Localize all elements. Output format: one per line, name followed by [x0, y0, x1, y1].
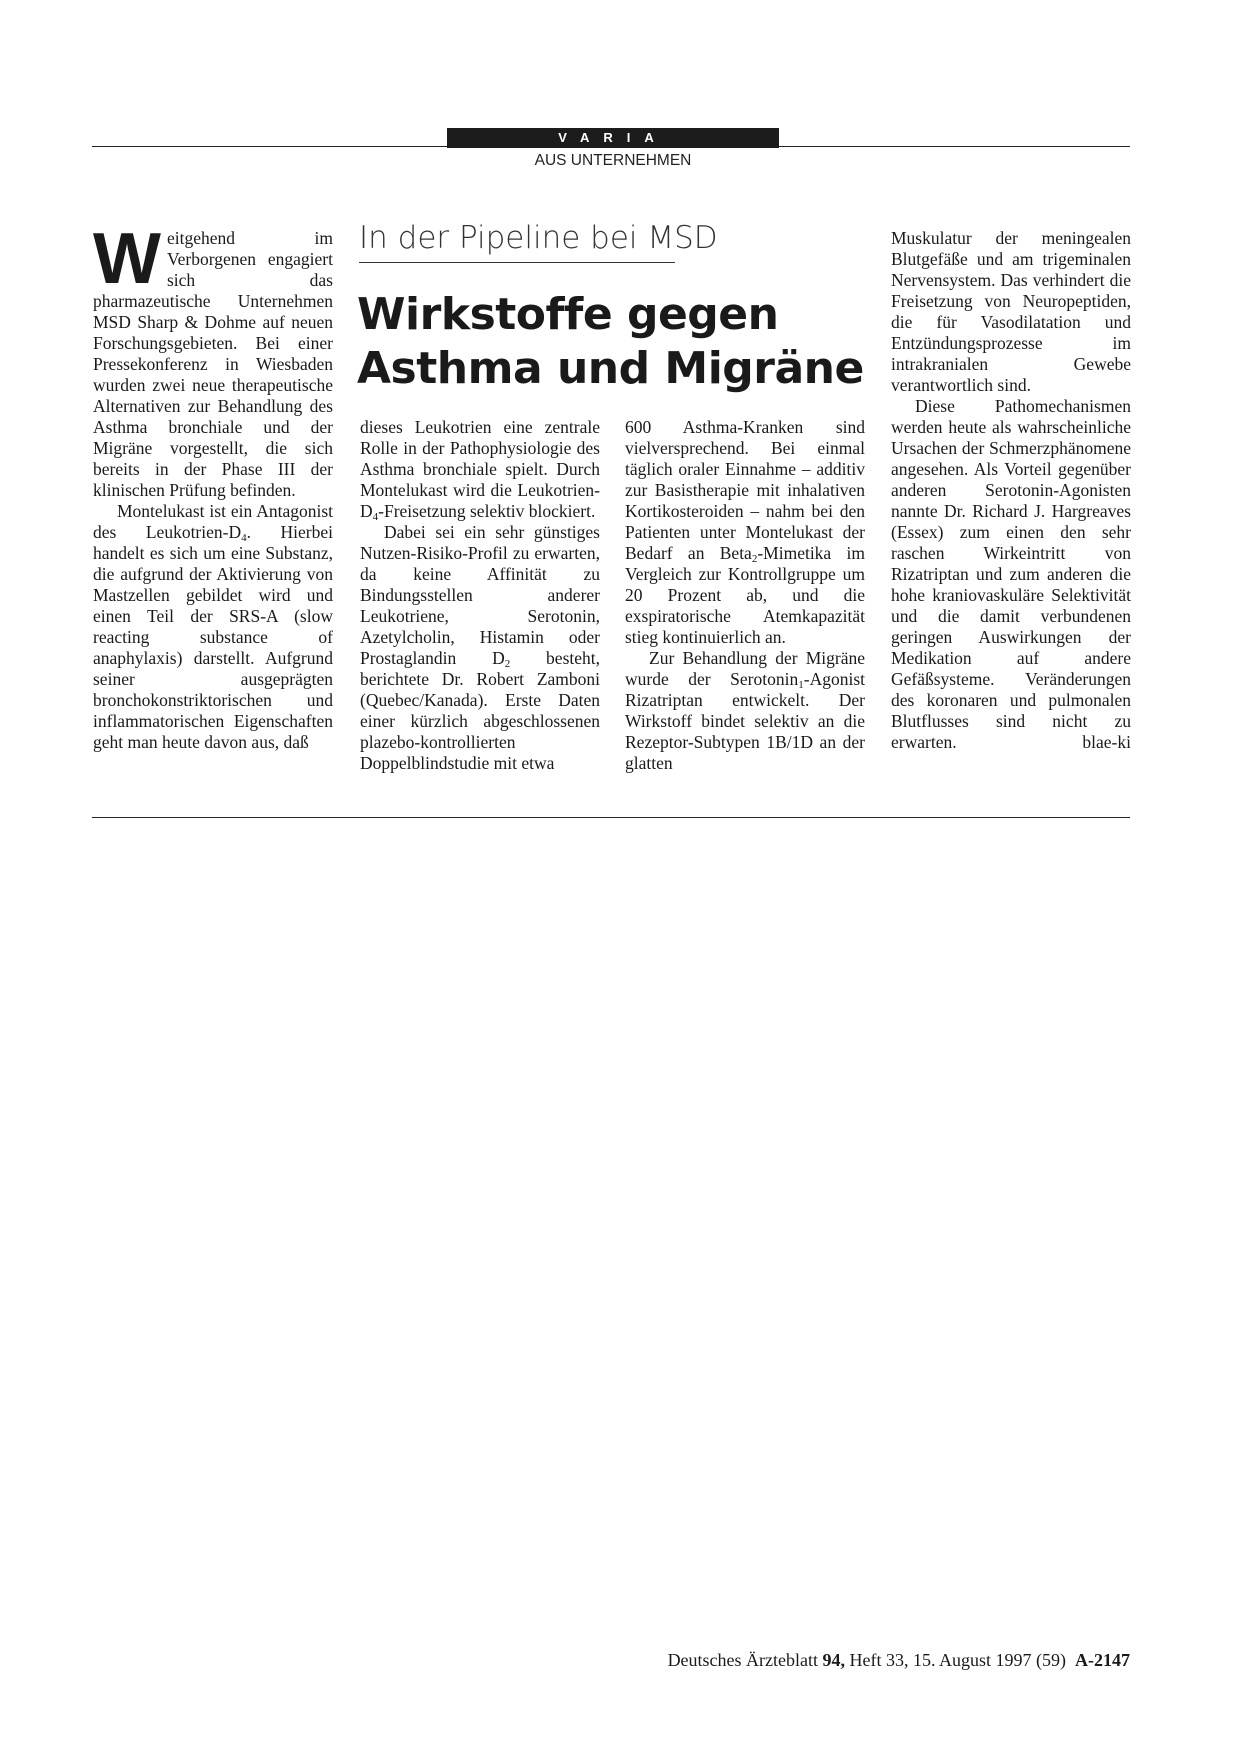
page-number: A-2147 — [1075, 1650, 1130, 1670]
article-bottom-rule — [92, 817, 1130, 818]
text-run: . Hierbei handelt es sich um eine Substanz, die aufgrund der Aktivierung von Mastzellen gebildet wird und einen Teil der SRS-A (slow reacting substance of anaphylaxis) darstellt. Aufgrund seiner ausgeprägten bronchokonstriktorischen und inflammatorischen Eigenschaften geht man heute davon aus, daß — [93, 522, 333, 752]
page-footer — [668, 1650, 1130, 1671]
subscript: 4 — [241, 532, 247, 544]
author-signature: blae-ki — [1082, 732, 1131, 752]
journal-volume: 94, — [822, 1650, 846, 1670]
text-run: Montelukast ist ein Antagonist des Leukotrien-D — [93, 501, 333, 542]
article-column-1 — [93, 219, 333, 753]
journal-name: Deutsches Ärzteblatt — [667, 1650, 819, 1670]
headline-line-2: Asthma und Migräne — [357, 343, 864, 394]
headline-line-1: Wirkstoffe gegen — [357, 289, 779, 340]
text-run: -Mimetika im Vergleich zur Kontrollgruppe um 20 Prozent ab, und die exspiratorische Atemkapazität stieg kontinuierlich an. — [625, 543, 865, 647]
journal-issue: Heft 33, 15. August 1997 (59) — [849, 1650, 1066, 1670]
text-run: Dabei sei ein sehr günstiges Nutzen-Risiko-Profil zu erwarten, da keine Affinität zu Bindungsstellen anderer Leukotriene, Serotonin, Azetylcholin, Histamin oder Prostaglandin D — [360, 522, 600, 668]
column-4-paragraph-1: Muskulatur der meningealen Blutgefäße und am trigeminalen Nervensystem. Das verhindert die Freisetzung von Neuropeptiden, die für Vasodilatation und Entzündungsprozesse im intrakranialen Gewebe verantwortlich sind. — [891, 228, 1131, 395]
article-column-3 — [625, 417, 865, 774]
article-kicker: In der Pipeline bei MSD — [359, 220, 675, 263]
column-1-paragraph-2 — [93, 501, 333, 753]
subscript: 2 — [751, 553, 758, 565]
text-run: besteht, berichtete Dr. Robert Zamboni (Quebec/Kanada). Erste Daten einer kürzlich abgeschlossenen plazebo-kontrollierten Doppelblindstudie mit etwa — [360, 648, 600, 773]
text-run: Zur Behandlung der Migräne wurde der Serotonin — [625, 648, 865, 689]
rubric-label: AUS UNTERNEHMEN — [534, 152, 692, 169]
text-run: -Freisetzung selektiv blockiert. — [378, 501, 596, 521]
article-column-2 — [360, 417, 600, 774]
section-label: VARIA — [447, 128, 779, 148]
subscript: 4 — [372, 511, 379, 523]
column-4-paragraph-2 — [891, 396, 1131, 753]
subscript: 2 — [504, 658, 511, 670]
text-run: 600 Asthma-Kranken sind vielversprechend. Bei einmal täglich oraler Einnahme – additiv zur Basistherapie mit inhalativen Kortikosteroiden – nahm bei den Patienten unter Montelukast der Bedarf an Beta — [625, 417, 865, 563]
article-column-4 — [891, 228, 1131, 753]
text-run: Diese Pathomechanismen werden heute als wahrscheinliche Ursachen der Schmerzphänomene angesehen. Als Vorteil gegenüber anderen Serotonin-Agonisten nannte Dr. Richard J. Hargreaves (Essex) zum einen den sehr raschen Wirkeintritt von Rizatriptan und zum anderen die hohe kraniovaskuläre Selektivität und die damit verbundenen geringen Auswirkungen der Medikation auf andere Gefäßsysteme. Veränderungen des koronaren und pulmonalen Blutflusses sind nicht zu erwarten. — [891, 396, 1131, 752]
column-3-paragraph-2 — [625, 648, 865, 774]
column-1-paragraph-1-text: eitgehend im Verborgenen engagiert sich das pharmazeutische Unternehmen MSD Sharp & Dohme auf neuen Forschungsgebieten. Bei einer Pressekonferenz in Wiesbaden wurden zwei neue therapeutische Alternativen zur Behandlung des Asthma bronchiale und der Migräne vorgestellt, die sich bereits in der Phase III der klinischen Prüfung befinden. — [93, 228, 333, 500]
text-run: dieses Leukotrien eine zentrale Rolle in der Pathophysiologie des Asthma bronchiale spielt. Durch Montelukast wird die Leukotrien-D — [360, 417, 600, 521]
column-1-paragraph-1 — [93, 219, 333, 501]
article-headline — [357, 288, 877, 396]
drop-cap: W — [93, 219, 161, 299]
subscript: 1 — [798, 679, 804, 691]
column-3-paragraph-1 — [625, 417, 865, 648]
text-run: -Agonist Rizatriptan entwickelt. Der Wirkstoff bindet selektiv an die Rezeptor-Subtypen 1B/1D an der glatten — [625, 669, 865, 773]
column-2-paragraph-1 — [360, 417, 600, 522]
column-2-paragraph-2 — [360, 522, 600, 774]
